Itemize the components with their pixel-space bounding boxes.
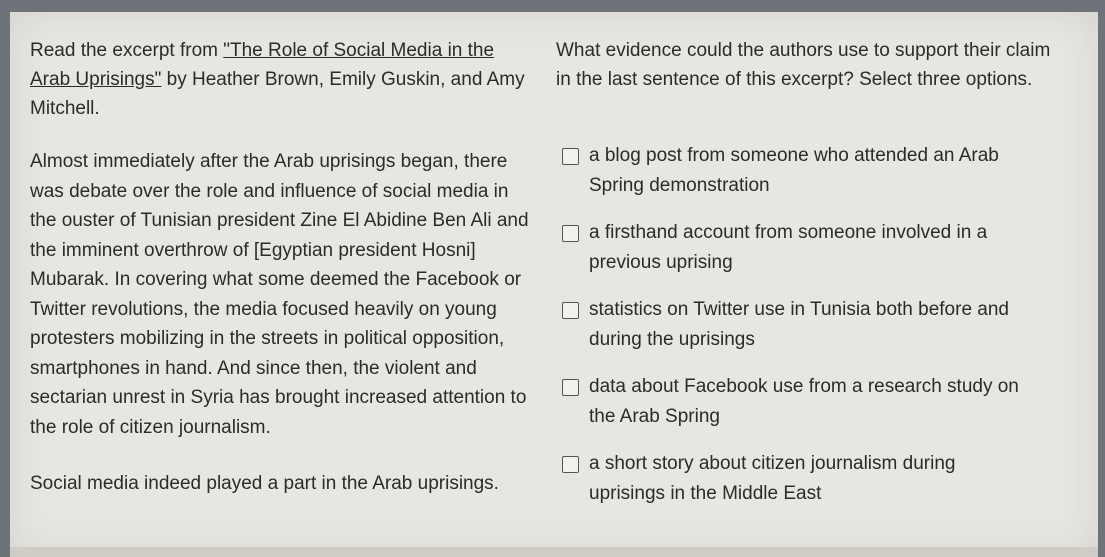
excerpt-claim: Social media indeed played a part in the Arab uprisings. [30, 473, 499, 494]
option-label: statistics on Twitter use in Tunisia both before and during the uprisings [589, 299, 1009, 350]
excerpt-column [30, 36, 530, 498]
options-list [556, 141, 1076, 526]
checkbox[interactable] [562, 302, 579, 319]
option-label: a blog post from someone who attended an Arab Spring demonstration [589, 145, 999, 196]
option-label: a firsthand account from someone involved in a previous uprising [589, 222, 988, 273]
checkbox[interactable] [562, 379, 579, 396]
option-facebook-data[interactable] [556, 372, 1076, 432]
intro-suffix: by Heather Brown, Emily Guskin, and Amy Mitchell. [30, 69, 525, 119]
checkbox[interactable] [562, 225, 579, 242]
checkbox[interactable] [562, 148, 579, 165]
option-short-story[interactable] [556, 449, 1076, 509]
option-label: data about Facebook use from a research study on the Arab Spring [589, 376, 1019, 427]
checkbox[interactable] [562, 456, 579, 473]
option-label: a short story about citizen journalism during uprisings in the Middle East [589, 453, 956, 504]
option-blog-post[interactable] [556, 141, 1076, 201]
option-firsthand-account[interactable] [556, 218, 1076, 278]
bottom-edge [10, 547, 1098, 557]
question-column [556, 36, 1056, 94]
question-text: What evidence could the authors use to support their claim in the last sentence of this excerpt? Select three options. [556, 40, 1051, 90]
option-twitter-statistics[interactable] [556, 295, 1076, 355]
intro-text [30, 36, 530, 123]
excerpt-paragraph: Almost immediately after the Arab uprisings began, there was debate over the role and influence of social media in the ouster of Tunisian president Zine El Abidine Ben Ali and the imminent overthrow of [Egyptian president Hosni] Mubarak. In covering what some deemed the Facebook or Twitter revolutions, the media focused heavily on young protesters mobilizing in the streets in political opposition, smartphones in hand. And since then, the violent and sectarian unrest in Syria has brought increased attention to the role of citizen journalism. [30, 151, 529, 438]
article-title-link[interactable]: "The Role of Social Media in the Arab Uprisings" [30, 40, 495, 90]
intro-prefix: Read the excerpt from [30, 40, 224, 61]
